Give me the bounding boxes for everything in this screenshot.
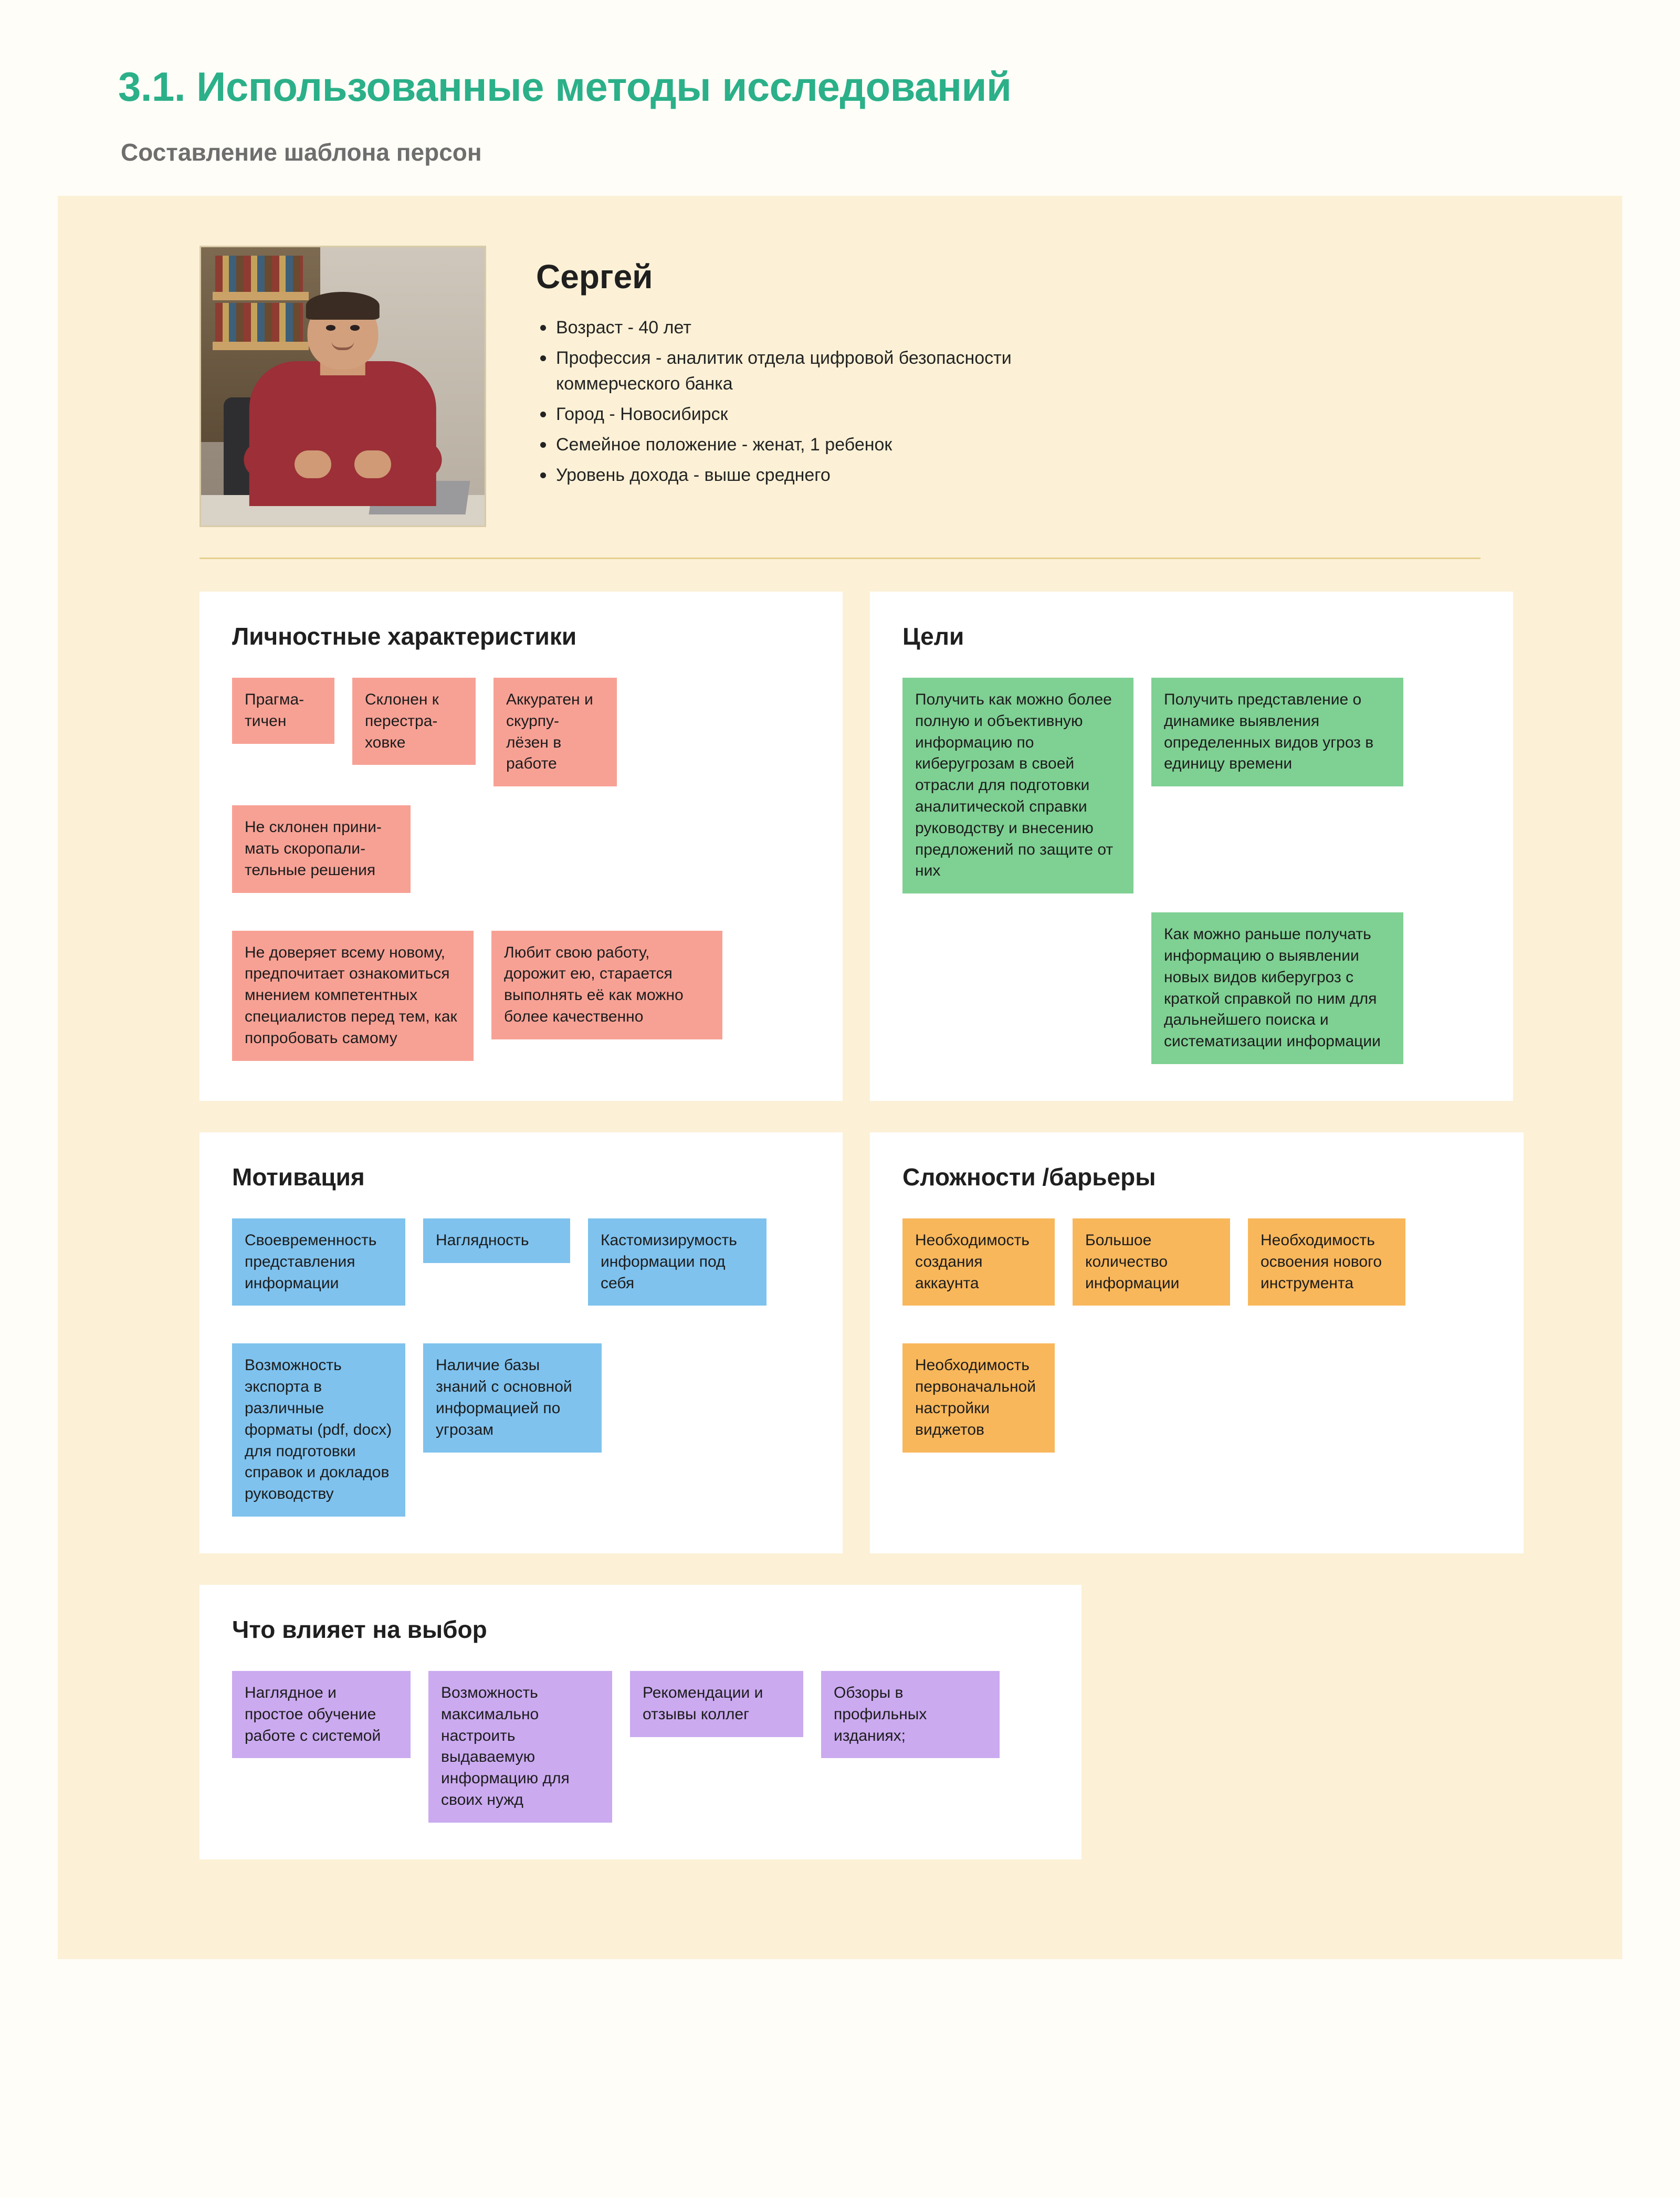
card-title-traits: Личностные характеристики [232, 623, 577, 650]
persona-sections [136, 592, 1544, 1859]
notes-goals [902, 678, 1480, 1064]
note-item: Аккуратен и скурпу- лёзен в работе [494, 678, 617, 786]
note-item: Наглядное и простое обучение работе с системой [232, 1671, 411, 1758]
persona-header [136, 246, 1544, 527]
note-item: Обзоры в профильных изданиях; [821, 1671, 1000, 1758]
note-item: Кастомизирумость информации под себя [588, 1218, 766, 1306]
section-divider [200, 558, 1480, 559]
persona-fact: Возраст - 40 лет [536, 315, 1081, 340]
section-row-2 [136, 1132, 1544, 1553]
note-item: Склонен к перестра- ховке [352, 678, 476, 765]
persona-fact: Город - Новосибирск [536, 402, 1081, 427]
note-item: Большое количество информации [1073, 1218, 1230, 1306]
note-item: Наличие базы знаний с основной информацией по угрозам [423, 1343, 602, 1452]
note-item: Получить представление о динамике выявления определенных видов угроз в единицу времени [1151, 678, 1403, 786]
card-title-goals: Цели [902, 623, 964, 650]
note-item: Возможность максимально настроить выдаваемую информацию для своих нужд [428, 1671, 612, 1823]
section-row-1 [136, 592, 1544, 1101]
note-item: Получить как можно более полную и объективную информацию по киберугрозам в своей отрасли для подготовки аналитической справки руководству и внесению предложений по защите от них [902, 678, 1133, 893]
persona-name: Сергей [536, 258, 653, 296]
note-item: Своевременность представления информации [232, 1218, 405, 1306]
card-title-barriers: Сложности /барьеры [902, 1163, 1156, 1191]
persona-details [536, 246, 1081, 493]
card-choice [200, 1585, 1082, 1859]
note-item: Не доверяет всему новому, предпочитает ознакомиться мнением компетентных специалистов перед тем, как попробовать самому [232, 931, 474, 1061]
page-title: 3.1. Использованные методы исследований [118, 64, 1012, 110]
persona-photo [200, 246, 486, 527]
persona-facts-list [536, 315, 1081, 488]
card-traits [200, 592, 843, 1101]
note-item: Необходимость первоначальной настройки виджетов [902, 1343, 1055, 1452]
notes-choice [232, 1671, 1049, 1823]
card-title-motivation: Мотивация [232, 1163, 365, 1191]
page-subtitle: Составление шаблона персон [121, 139, 482, 166]
persona-fact: Профессия - аналитик отдела цифровой безопасности коммерческого банка [536, 345, 1081, 396]
note-item: Прагма- тичен [232, 678, 334, 744]
section-row-3 [136, 1585, 1544, 1859]
persona-board [58, 196, 1622, 1959]
note-item: Необходимость освоения нового инструмента [1248, 1218, 1405, 1306]
card-title-choice: Что влияет на выбор [232, 1615, 487, 1643]
persona-fact: Семейное положение - женат, 1 ребенок [536, 432, 1081, 457]
note-item: Наглядность [423, 1218, 570, 1263]
note-item: Возможность экспорта в различные форматы (pdf, docx) для подготовки справок и докладов руководству [232, 1343, 405, 1517]
note-item: Рекомендации и отзывы коллег [630, 1671, 803, 1737]
card-barriers [870, 1132, 1524, 1553]
note-item: Любит свою работу, дорожит ею, старается выполнять её как можно более качественно [491, 931, 722, 1039]
notes-motivation [232, 1218, 810, 1517]
note-item: Не склонен прини- мать скоропали- тельные решения [232, 805, 411, 892]
card-motivation [200, 1132, 843, 1553]
note-item: Как можно раньше получать информацию о выявлении новых видов киберугроз с краткой справкой по ним для дальнейшего поиска и систематизации информации [1151, 912, 1403, 1064]
notes-traits [232, 678, 810, 1061]
persona-fact: Уровень дохода - выше среднего [536, 462, 1081, 488]
card-goals [870, 592, 1513, 1101]
notes-barriers [902, 1218, 1491, 1453]
note-item: Необходимость создания аккаунта [902, 1218, 1055, 1306]
